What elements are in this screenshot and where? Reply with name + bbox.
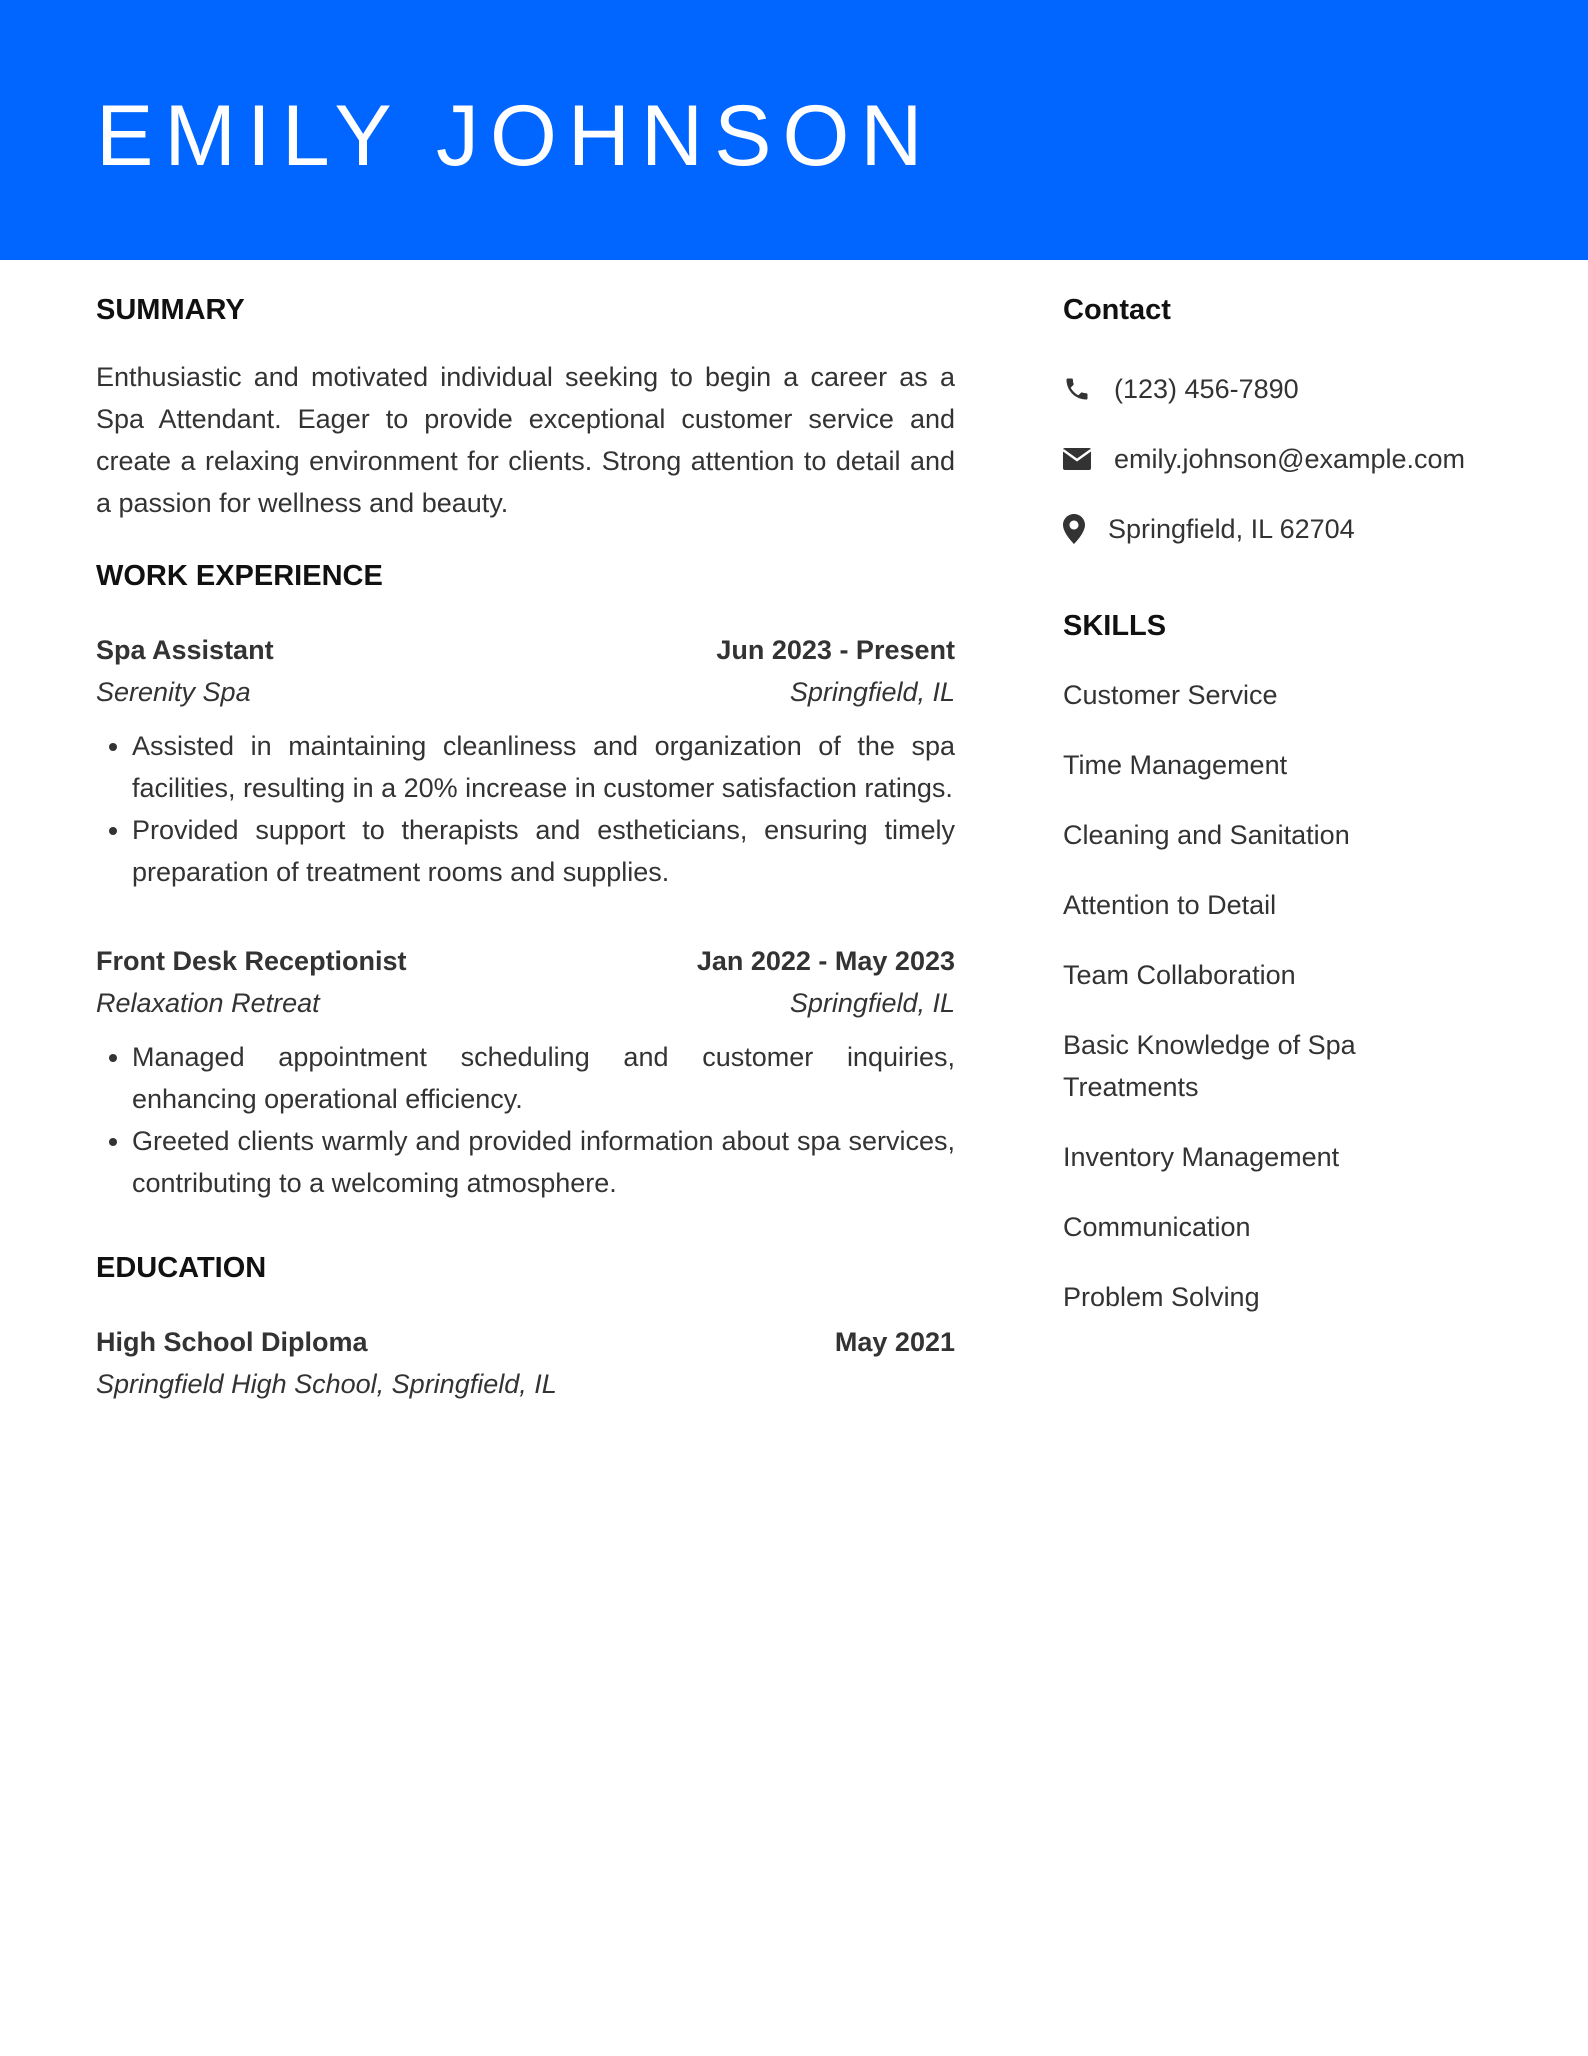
education-heading: EDUCATION (96, 1252, 267, 1284)
work-experience-section (96, 558, 955, 1204)
contact-phone (1063, 368, 1533, 410)
job-bullet: • Provided support to therapists and estheticians, ensuring timely preparation of treatment rooms and supplies. (132, 809, 955, 893)
contact-email-text[interactable]: emily.johnson@example.com (1114, 443, 1466, 474)
job-bullet: • Assisted in maintaining cleanliness and organization of the spa facilities, resulting in a 20% increase in customer satisfaction ratings. (132, 725, 955, 809)
contact-location-text: Springfield, IL 62704 (1108, 513, 1355, 544)
map-pin-icon (1063, 514, 1087, 544)
skill-item: Attention to Detail (1063, 890, 1277, 920)
contact-section (1063, 292, 1533, 550)
education-date: May 2021 (834, 1327, 955, 1357)
contact-location (1063, 508, 1533, 550)
degree: High School Diploma (96, 1327, 368, 1357)
skills-heading: SKILLS (1063, 610, 1167, 642)
skills-section (1063, 608, 1533, 1318)
job-title: Spa Assistant (96, 635, 274, 665)
job-bullet: • Greeted clients warmly and provided information about spa services, contributing to a welcoming atmosphere. (132, 1120, 955, 1204)
contact-heading: Contact (1063, 294, 1171, 326)
job-entry (96, 940, 955, 1204)
school: Springfield High School, Springfield, IL (96, 1369, 557, 1399)
job-location: Springfield, IL (789, 677, 955, 707)
skills-list (1063, 674, 1533, 1318)
candidate-name: EMILY JOHNSON (96, 88, 934, 184)
skill-item: Team Collaboration (1063, 960, 1296, 990)
summary-heading: SUMMARY (96, 294, 245, 326)
job-location: Springfield, IL (789, 988, 955, 1018)
contact-email (1063, 438, 1533, 480)
skill-item: Communication (1063, 1212, 1251, 1242)
main-column (96, 292, 955, 1405)
skill-item: Inventory Management (1063, 1142, 1340, 1172)
job-bullet: • Managed appointment scheduling and customer inquiries, enhancing operational efficiency. (132, 1036, 955, 1120)
job-dates: Jun 2023 - Present (716, 635, 955, 665)
contact-phone-text[interactable]: (123) 456-7890 (1114, 373, 1299, 404)
job-title: Front Desk Receptionist (96, 946, 407, 976)
education-section (96, 1250, 955, 1405)
job-company: Serenity Spa (96, 677, 251, 707)
skill-item: Customer Service (1063, 680, 1278, 710)
job-bullets (96, 1036, 955, 1204)
side-column (1063, 292, 1533, 1346)
job-entry (96, 629, 955, 893)
education-entry (96, 1321, 955, 1405)
skill-item: Cleaning and Sanitation (1063, 820, 1350, 850)
job-dates: Jan 2022 - May 2023 (696, 946, 955, 976)
skill-item: Time Management (1063, 750, 1288, 780)
phone-icon (1063, 374, 1093, 404)
envelope-icon (1063, 444, 1093, 474)
summary-section (96, 292, 955, 524)
skill-item: Problem Solving (1063, 1282, 1260, 1312)
work-experience-heading: WORK EXPERIENCE (96, 560, 383, 592)
job-bullets (96, 725, 955, 893)
job-company: Relaxation Retreat (96, 988, 320, 1018)
header-banner (0, 0, 1588, 260)
skill-item: Basic Knowledge of Spa Treatments (1063, 1030, 1356, 1102)
summary-text: Enthusiastic and motivated individual seeking to begin a career as a Spa Attendant. Eager to provide exceptional customer service and create a relaxing environment for clients. Strong attention to detail and a passion for wellness and beauty. (96, 362, 955, 518)
